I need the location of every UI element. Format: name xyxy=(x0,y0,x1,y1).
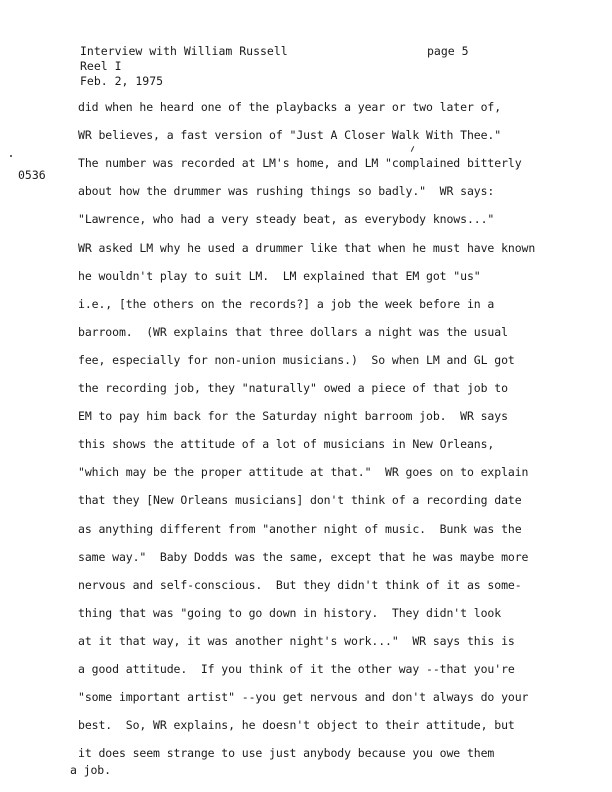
header-date: Feb. 2, 1975 xyxy=(80,74,164,88)
body-line: he wouldn't play to suit LM. LM explained that EM got "us" xyxy=(78,268,481,283)
body-line: thing that was "going to go down in history. They didn't look xyxy=(78,605,502,620)
body-line: i.e., [the others on the records?] a job the week before in a xyxy=(78,296,495,311)
body-line: The number was recorded at LM's home, and LM "complained bitterly xyxy=(78,156,522,171)
margin-mark xyxy=(10,155,12,157)
body-line: this shows the attitude of a lot of musicians in New Orleans, xyxy=(78,437,495,452)
body-line: about how the drummer was rushing things so badly." WR says: xyxy=(78,184,495,199)
body-line: nervous and self-conscious. But they didn't think of it as some- xyxy=(78,577,522,592)
body-line: "Lawrence, who had a very steady beat, as everybody knows..." xyxy=(78,212,495,227)
body-line: as anything different from "another night of music. Bunk was the xyxy=(78,521,522,536)
body-line: WR believes, a fast version of "Just A Closer Walk With Thee." xyxy=(78,128,502,143)
margin-number: 0536 xyxy=(18,168,46,182)
body-line: it does seem strange to use just anybody because you owe them xyxy=(78,746,495,761)
body-line: at it that way, it was another night's work..." WR says this is xyxy=(78,633,515,648)
body-line: barroom. (WR explains that three dollars a night was the usual xyxy=(78,324,508,339)
body-last-line: a job. xyxy=(70,763,111,777)
header-title: Interview with William Russell xyxy=(80,44,288,58)
header-reel: Reel I xyxy=(80,59,122,73)
handwritten-tick-mark xyxy=(411,146,414,152)
body-line: "some important artist" --you get nervous and don't always do your xyxy=(78,690,529,705)
body-line: that they [New Orleans musicians] don't think of a recording date xyxy=(78,493,522,508)
body-line: EM to pay him back for the Saturday night barroom job. WR says xyxy=(78,409,508,424)
header-page-number: page 5 xyxy=(427,44,469,58)
body-line: the recording job, they "naturally" owed a piece of that job to xyxy=(78,381,508,395)
body-line: best. So, WR explains, he doesn't object to their attitude, but xyxy=(78,718,515,733)
body-line: "which may be the proper attitude at that." WR goes on to explain xyxy=(78,465,529,480)
body-line: did when he heard one of the playbacks a year or two later of, xyxy=(78,100,502,114)
body-line: fee, especially for non-union musicians.) So when LM and GL got xyxy=(78,352,515,367)
body-line: WR asked LM why he used a drummer like that when he must have known xyxy=(78,240,536,255)
body-line: a good attitude. If you think of it the other way --that you're xyxy=(78,662,515,676)
body-line: same way." Baby Dodds was the same, except that he was maybe more xyxy=(78,549,529,564)
